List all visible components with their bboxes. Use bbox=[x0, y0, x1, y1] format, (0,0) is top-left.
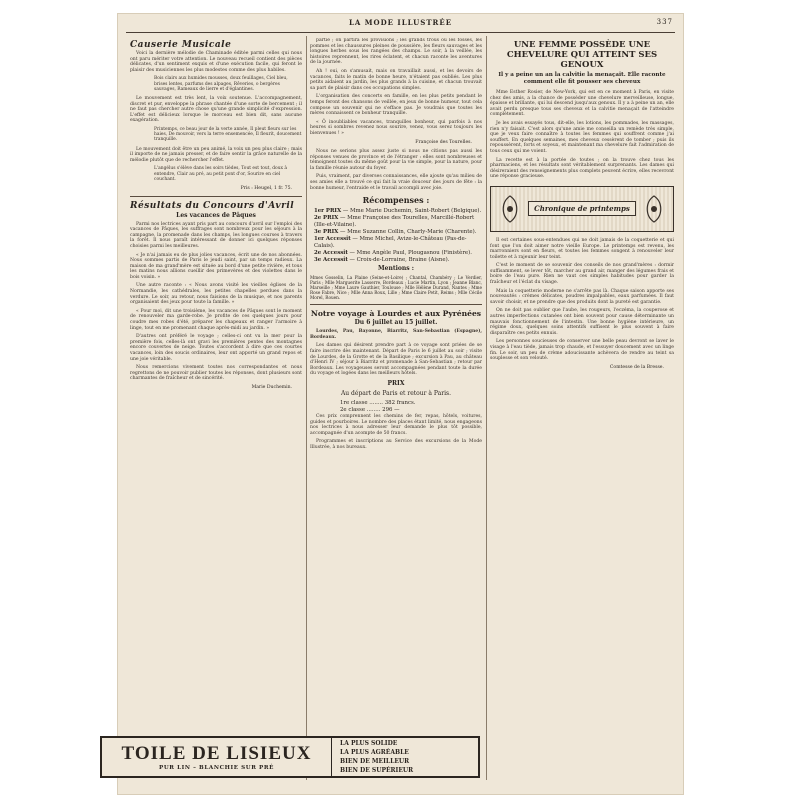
prizes-title: Récompenses : bbox=[362, 195, 430, 206]
prize-winner: Mme Françoise des Tourelles, Marcillé-Robert (Ille-et-Vilaine). bbox=[314, 215, 475, 229]
headline-subtitle: Il y a peine un an la calvitie la menaçait. Elle raconte comment elle fit pousser ses cheveux bbox=[498, 72, 666, 85]
ad-tagline: PUR LIN – BLANCHIE SUR PRÉ bbox=[159, 765, 274, 771]
headline-chevelure: UNE FEMME POSSÈDE UNE CHEVELURE QUI ATTEINT SES GENOUX bbox=[506, 40, 658, 70]
travel-title: Notre voyage à Lourdes et aux Pyrénées bbox=[310, 309, 482, 319]
prize-rank: 3e PRIX bbox=[314, 229, 339, 236]
article-signature: Françoise des Tourelles. bbox=[415, 139, 472, 145]
page-number: 337 bbox=[656, 18, 673, 26]
prize-item: 1er PRIX — Mme Marie Duchemin, Saint-Robert (Belgique). bbox=[314, 208, 482, 215]
article-paragraph: Nous remercions vivement toutes nos correspondantes et nous regrettons de ne pouvoir publier toutes les réponses, dont plusieurs sont charmantes de fraîcheur et de sincérité. bbox=[130, 365, 302, 382]
advertisement-toile-de-lisieux bbox=[100, 736, 480, 778]
article-paragraph: Je les avais essayés tous, dit-elle, les lotions, les pommades, les massages, rien n'y faisait. C'est alors qu'une amie me conseilla un remède très simple, que je veux faire connaître à toutes les femmes qui souffrent comme j'ai souffert. En quelques semaines, mes cheveux cessèrent de tomber ; puis ils repoussèrent, forts et soyeux, et maintenant ma chevelure fait l'admiration de tous ceux qui me voient. bbox=[490, 120, 674, 154]
article-paragraph: Voici la dernière mélodie de Chaminade éditée parmi celles qui nous ont paru mériter votre attention. Le nouveau recueil contient des pièces délicates, d'un sentiment exquis et d'une exécution facile, qui feront le plaisir des musiciennes les plus modestes comme des plus habiles. bbox=[130, 51, 302, 73]
column-middle bbox=[310, 38, 482, 780]
prize-rank: 2e Accessit bbox=[314, 250, 348, 257]
prize-winner: Croix-de-Lorraine, Braine (Aisne). bbox=[356, 257, 450, 264]
column-divider bbox=[306, 36, 307, 780]
mentions-list: Mmes Gosselin, La Plaine (Seine-et-Loire) ; Chantal, Chambéry ; Le Verdier, Paris ; Mlle Marguerite Lasserre, Bordeaux ; Lucie Martin, Lyon ; Jeanne Blanc, Marseille ; Mme Laure Gauthier, Toulouse ; Mlle Hélène Durand, Nantes ; Mme Rose Fabre, Nice ; Mlle Anna Roux, Lille ; Mme Claire Petit, Reims ; Mlle Cécile Morel, Rouen. bbox=[310, 275, 482, 301]
article-paragraph: L'organisation des concerts en famille, en les plus petits pendant le temps feront des chansons de veillée, en jeux de bonne humeur, tout cela compose un souvenir qui ne s'efface pas. Je voudrais que toutes les mères connaissent ce bonheur tranquille. bbox=[310, 94, 482, 117]
section-divider bbox=[310, 304, 482, 305]
article-paragraph: Parmi nos lectrices ayant pris part au concours d'avril sur l'emploi des vacances de Pâques, les suffrages sont nombreux pour les séjours à la campagne, la promenade dans les champs, les longues courses à travers la forêt. Il nous paraît intéressant de donner ici quelques réponses choisies parmi les meilleures. bbox=[130, 221, 302, 249]
prize-winner: Mme Angèle Paul, Plougasnou (Finistère). bbox=[356, 250, 472, 257]
travel-dates: Du 6 juillet au 15 juillet. bbox=[354, 319, 438, 327]
article-signature: Pris : Heugel, 1 fr. 75. bbox=[240, 185, 292, 191]
article-paragraph: Le mouvement doit être un peu animé, la voix un peu plus claire ; mais il importe de ne jamais presser, et de faire sentir la grâce naturelle de la mélodie plutôt que de rechercher l'effet. bbox=[130, 146, 302, 163]
price-second-class: 2e classe ........ 296 — bbox=[340, 407, 400, 413]
prize-winner: Mme Michel, Avize-le-Château (Pas-de-Calais). bbox=[314, 236, 467, 250]
article-paragraph: Une autre raconte : « Nous avons visité les vieilles églises de la Normandie, les cathédrales, les petites chapelles perdues dans la verdure. Le soir, au retour, nous faisions de la musique, et nos parents organisaient des jeux pour toute la famille. » bbox=[130, 283, 302, 306]
prize-rank: 3e Accessit bbox=[314, 257, 348, 264]
article-paragraph: Le mouvement est très lent, la voix soutenue. L'accompagnement, discret et pur, enveloppe la phrase chantée d'une sorte de bercement ; il ne faut pas chercher autre chose qu'une grande simplicité d'expression. L'effet est délicieux lorsque le morceau est bien dit, sans aucune exagération. bbox=[130, 95, 302, 124]
price-first-class: 1re classe ........ 382 francs. bbox=[340, 400, 416, 406]
article-signature: Marie Duchemin. bbox=[251, 384, 292, 390]
section-title-concours: Résultats du Concours d'Avril bbox=[130, 200, 295, 211]
price-title: PRIX bbox=[387, 380, 405, 387]
article-paragraph: Ces prix comprennent les chemins de fer, repas, hôtels, voitures, guides et pourboires. Le nombre des places étant limité, nous engageons nos lectrices à nous adresser leur demande le plus tôt possible, accompagnée d'un acompte de 50 francs. bbox=[310, 414, 482, 436]
ad-claim: BIEN DE SUPÉRIEUR bbox=[340, 767, 414, 774]
price-line: Au départ de Paris et retour à Paris. bbox=[340, 390, 452, 397]
verse-block: L'angélus s'élève dans les soirs tièdes, Tout est tout, doux à entendre, Clair au pré, au petit pont d'or, Sourire en ciel couchant. bbox=[154, 166, 288, 182]
article-paragraph: « Ô inoubliables vacances, tranquilles bonheur, qui parfois à nos heures si sombres revenez nous sourire, venez, vous serez toujours les bienvenues ! » bbox=[310, 119, 482, 136]
article-paragraph: D'autres ont préféré le voyage ; celles-ci ont vu la mer pour la première fois, celles-là ont gravi les premières pentes des montagnes encore couvertes de neige. Toutes s'accordent à dire que ces courtes vacances, loin des soucis ordinaires, leur ont apporté un grand repos et une joie véritable. bbox=[130, 334, 302, 362]
column-divider bbox=[486, 36, 487, 780]
article-paragraph: Il est certaines sous-entendues qui ne doit jamais de la coquetterie et qui font que l'on doit aimer notre vieille Europe. Le printemps est revenu, les marronniers sont en fleurs, et toutes les femmes songent à renouveler leur toilette et à rajeunir leur teint. bbox=[490, 237, 674, 260]
prize-list bbox=[310, 208, 482, 264]
ad-claims bbox=[332, 739, 478, 775]
chronicle-title: Chronique de printemps bbox=[528, 201, 636, 216]
article-paragraph: Nous ne serions plus assez juste si nous ne citions pas aussi les réponses venues de province et de l'étranger : elles sont nombreuses et témoignent toutes du même goût pour la vie simple, pour la nature, pour la famille réunie autour du foyer. bbox=[310, 149, 482, 171]
prize-winner: Mme Suzanne Collin, Charly-Marie (Charente). bbox=[347, 229, 477, 236]
article-paragraph: C'est le moment de se souvenir des conseils de nos grand'mères : dormir suffisamment, se lever tôt, marcher au grand air, manger des légumes frais et boire de l'eau pure. Rien ne vaut ces simples habitudes pour garder la fraîcheur et l'éclat du visage. bbox=[490, 263, 674, 286]
ad-claim: BIEN DE MEILLEUR bbox=[340, 758, 410, 765]
mentions-title: Mentions : bbox=[378, 265, 414, 273]
header-rule bbox=[126, 32, 675, 33]
article-paragraph: Puis, vraiment, par diverses connaissances, elle ajoute qu'au milieu de ses amies elle a trouvé ce qui fait la vraie douceur des jours de fête : la bonne humeur, l'entraide et le travail accompli avec joie. bbox=[310, 174, 482, 191]
column-left bbox=[130, 38, 302, 780]
article-paragraph: La recette est à la portée de toutes ; on la trouve chez tous les pharmaciens, et les résultats sont véritablement surprenants. Les dames qui désireraient des renseignements plus complets peuvent écrire, elles recevront une réponse gracieuse. bbox=[490, 157, 674, 180]
article-paragraph: Mais la coquetterie moderne ne s'arrête pas là. Chaque saison apporte ses nouveautés : crèmes délicates, poudres impalpables, eaux parfumées. Il faut savoir choisir, et ne prendre que des produits dont la pureté est garantie. bbox=[490, 288, 674, 305]
prize-item: 2e Accessit — Mme Angèle Paul, Plougasnou (Finistère). bbox=[314, 250, 472, 257]
section-title-causerie: Causerie Musicale bbox=[130, 40, 232, 50]
chronicle-banner bbox=[490, 186, 674, 232]
article-paragraph: Les personnes soucieuses de conserver une belle peau devront se laver le visage à l'eau tiède, jamais trop chaude, et l'essuyer doucement avec un linge fin. Le soir, un peu de crème adoucissante achèvera de rendre au teint sa souplesse et son velouté. bbox=[490, 339, 674, 362]
prize-item: 2e PRIX — Mme Françoise des Tourelles, Marcillé-Robert (Ille-et-Vilaine). bbox=[314, 215, 475, 229]
article-paragraph: Programmes et inscriptions au Service des excursions de la Mode Illustrée, à nos bureaux. bbox=[310, 439, 482, 450]
ad-claim: LA PLUS AGRÉABLE bbox=[340, 749, 409, 756]
prize-rank: 2e PRIX bbox=[314, 215, 339, 222]
column-right bbox=[490, 38, 674, 780]
article-paragraph: Les dames qui désirent prendre part à ce voyage sont priées de se faire inscrire dès maintenant. Départ de Paris le 6 juillet au soir ; visite de Lourdes, de la Grotte et de la Basilique ; excursion à Pau, au château d'Henri IV ; séjour à Biarritz et promenade à San-Sebastian ; retour par Bordeaux. Les voyageuses seront accompagnées pendant toute la durée du voyage et logées dans les meilleurs hôtels. bbox=[310, 343, 482, 377]
article-paragraph: Ah ! oui, on s'amusait, mais on travaillait aussi, et les devoirs de vacances, faits le matin de bonne heure, n'étaient pas oubliés. Les plus petits aidaient au jardin, les plus grands à la cuisine, et chacun trouvait sa part de plaisir dans ces occupations simples. bbox=[310, 68, 482, 91]
article-paragraph: On ne doit pas oublier que l'aube, les rougeurs, l'eczéma, la couperose et autres imperfections cutanées ont bien souvent pour cause déterminante un mauvais fonctionnement de l'intestin. Une bonne hygiène intérieure, un régime doux, quelques soins attentifs suffisent le plus souvent à faire disparaître ces petits ennuis. bbox=[490, 308, 674, 336]
prize-item: 1er Accessit — Mme Michel, Avize-le-Château (Pas-de-Calais). bbox=[314, 236, 467, 250]
section-divider bbox=[130, 196, 302, 197]
running-title: LA MODE ILLUSTRÉE bbox=[348, 18, 453, 27]
article-signature: Comtesse de la Bresse. bbox=[609, 364, 664, 370]
newspaper-page bbox=[118, 14, 683, 794]
ad-brand: TOILE DE LISIEUX bbox=[121, 743, 312, 764]
floral-ornament-icon bbox=[641, 194, 667, 224]
prize-winner: Mme Marie Duchemin, Saint-Robert (Belgique). bbox=[349, 208, 482, 215]
travel-route: Lourdes, Pau, Bayonne, Biarritz, San-Sebastian (Espagne), Bordeaux. bbox=[310, 329, 482, 340]
prize-item: 3e Accessit — Croix-de-Lorraine, Braine (Aisne). bbox=[314, 257, 450, 264]
article-paragraph: Mme Esther Rosier, de New-York, qui est en ce moment à Paris, en visite chez des amis, a la chance de posséder une chevelure merveilleuse, longue, épaisse et brillante, qui lui descend jusqu'aux genoux. Il y a à peine un an, elle avait perdu presque tous ses cheveux et la calvitie menaçait de l'atteindre complètement. bbox=[490, 90, 674, 118]
article-paragraph: « Pour moi, dit une troisième, les vacances de Pâques sont le moment de renouveler ma garde-robe. Je profite de ces quelques jours pour coudre mes robes d'été, préparer les chapeaux et ranger l'armoire à linge, tout en me promenant chaque après-midi au jardin. » bbox=[130, 308, 302, 331]
article-paragraph: « Je n'ai jamais eu de plus jolies vacances, écrit une de nos abonnées. Nous sommes partis de Paris le jeudi saint, par un temps radieux. La maison de ma grand'mère est située au bord d'une petite rivière, et tous les matins nous allions cueillir des primevères et des violettes dans le bois voisin. » bbox=[130, 252, 302, 280]
prize-rank: 1er PRIX bbox=[314, 208, 342, 215]
verse-block: Bois clairs aux humides mousses, doux feuillages, Ciel bleu, brises lentes, parfums des alpages, Rêveries, o bergères sauvages, Rameaux de lierre et d'églantines. bbox=[154, 76, 288, 92]
ad-brand-block bbox=[102, 738, 332, 776]
section-subtitle: Les vacances de Pâques bbox=[176, 211, 256, 219]
verse-block: Printemps, ce beau jour de la verte année, Il pleut fleurs sur les haies, De mouvoir, vers la terre ensemencée, Il fleurit, doucement tranquille. bbox=[154, 126, 302, 143]
prize-rank: 1er Accessit bbox=[314, 236, 351, 243]
ad-claim: LA PLUS SOLIDE bbox=[340, 740, 398, 747]
prize-item: 3e PRIX — Mme Suzanne Collin, Charly-Marie (Charente). bbox=[314, 229, 477, 236]
running-header bbox=[118, 18, 683, 30]
floral-ornament-icon bbox=[497, 194, 523, 224]
article-paragraph: partie ; on partira les provisions ; les grands trous ou les fossés, les pommes et les chaussures pleines de poussière, les fleurs sauvages et les longues herbes sous les rangées des champs. Le soir, à la veillée, les histoires reprennent, les rires éclatent, et chacun raconte les aventures de la journée. bbox=[310, 38, 482, 66]
